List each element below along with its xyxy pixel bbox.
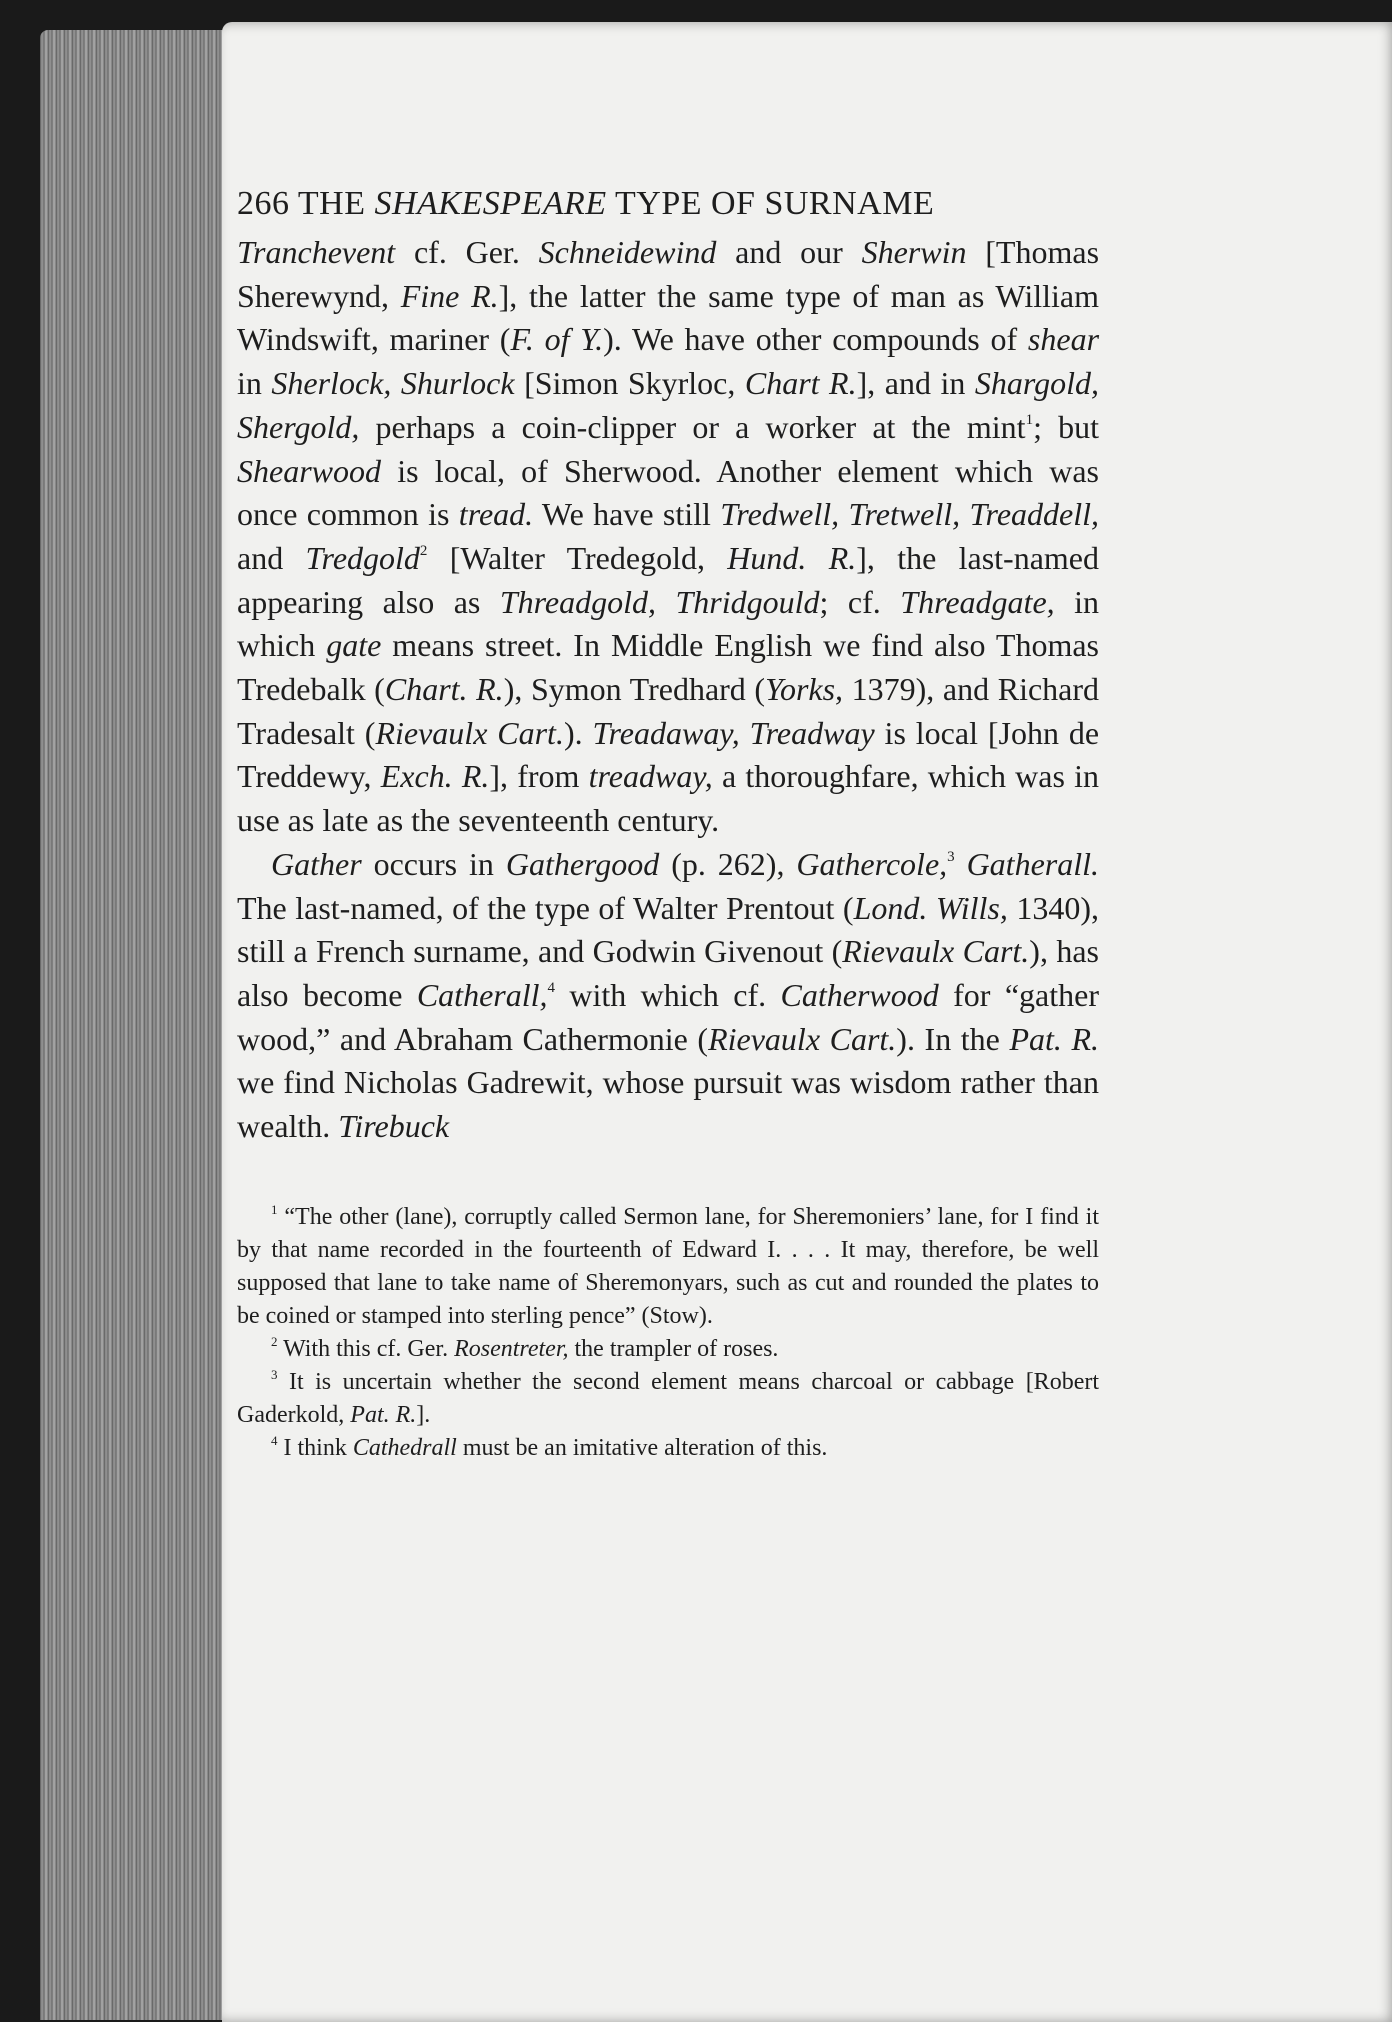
text-span: Yorks,	[765, 671, 844, 708]
text-span: ; cf.	[819, 583, 901, 620]
page-content	[237, 185, 1099, 1465]
text-span: Tranchevent	[237, 234, 396, 270]
footnote-1	[237, 1201, 1099, 1333]
text-span: gate	[326, 627, 382, 664]
footnote-number: 2	[271, 1333, 278, 1349]
text-span: ], the last-named appearing also as	[237, 539, 1100, 620]
footnote-2	[237, 1333, 1099, 1366]
footnotes	[237, 1201, 1099, 1465]
footnote-text: With this cf. Ger.	[277, 1335, 455, 1362]
text-span: cf. Ger.	[395, 234, 539, 270]
text-span: Sherwin	[861, 234, 967, 270]
text-span: Shearwood	[237, 452, 381, 489]
text-span	[955, 846, 967, 882]
text-span: 1379), and Richard Tradesalt (	[237, 671, 1100, 751]
text-span: Schneidewind	[538, 234, 717, 270]
text-span: Threadgate,	[900, 583, 1055, 620]
footnote-number: 3	[271, 1366, 278, 1382]
text-span: with which cf.	[555, 976, 781, 1013]
text-span: [Walter Tredegold,	[427, 539, 728, 576]
body-text	[237, 231, 1099, 1149]
footnote-marker: 3	[947, 848, 955, 865]
text-span: occurs in	[361, 845, 506, 882]
text-span: [Simon Skyrloc,	[514, 365, 745, 402]
page-number: 266	[237, 185, 290, 222]
footnote-number: 1	[271, 1201, 278, 1217]
paragraph-2	[237, 843, 1099, 1149]
footnote-text: Pat. R.	[350, 1401, 417, 1428]
text-span: The last-named, of the type of Walter Prentout (	[237, 889, 854, 926]
text-span: Catherall,	[416, 976, 548, 1013]
text-span: in which	[237, 583, 1100, 664]
running-header	[237, 185, 1099, 223]
footnote-text: “The other (lane), corruptly called Sermon lane, for Sheremoniers’ lane, for I find it by that name recorded in the fourteenth of Edward I. . . . It may, therefore, be well supposed that lane to take name of Sheremonyars, such as cut and rounded the plates to be coined or stamped into sterling pence” (Stow).	[237, 1203, 1099, 1329]
text-span: [Thomas Sherewynd,	[237, 234, 1100, 314]
text-span: shear	[1027, 321, 1100, 358]
header-title-post: TYPE OF SURNAME	[615, 185, 935, 222]
text-span: Rievaulx Cart.	[842, 933, 1030, 970]
text-span: means street. In Middle English we find also Thomas Tredebalk (	[237, 627, 1100, 708]
text-span: Gather	[271, 845, 362, 882]
text-span: Tirebuck	[338, 1108, 450, 1145]
footnote-text: I think	[277, 1434, 353, 1461]
text-span: Chart R.	[744, 365, 857, 402]
text-span: and	[237, 539, 306, 576]
footnote-4	[237, 1432, 1099, 1465]
footnote-marker: 4	[547, 979, 555, 996]
text-span: Hund. R.	[727, 539, 857, 576]
text-span: ), Symon Tredhard (	[503, 671, 766, 708]
footnote-text: Cathedrall	[352, 1434, 457, 1461]
text-span: Rievaulx Cart.	[708, 1020, 897, 1057]
text-span: Lond. Wills,	[853, 889, 1008, 926]
text-span: Rievaulx Cart.	[375, 714, 564, 751]
text-span: Chart. R.	[384, 671, 504, 708]
footnote-text: the trampler of roses.	[568, 1335, 779, 1362]
text-span: ), has also become	[237, 933, 1099, 1013]
footnote-text: It is uncertain whether the second element means charcoal or cabbage [Robert Gaderkold,	[237, 1368, 1099, 1428]
text-span: ). In the	[896, 1020, 1010, 1057]
text-span: Gathercole,	[796, 845, 948, 882]
text-span: a thoroughfare, which was in use as late as the seventeenth century.	[237, 758, 1100, 839]
text-span: Tredgold	[305, 539, 420, 576]
paragraph-1	[237, 231, 1099, 843]
text-span: Catherwood	[780, 976, 939, 1013]
text-span: and our	[716, 234, 862, 270]
text-span: perhaps a coin-clipper or a worker at the mint	[359, 408, 1026, 445]
text-span: ], the latter the same type of man as William Windswift, mariner (	[237, 277, 1100, 358]
text-span: 1340), still a French surname, and Godwin Givenout (	[237, 889, 1100, 970]
text-span: ).	[563, 714, 593, 751]
footnote-marker: 2	[419, 542, 428, 559]
text-span: Threadgold, Thridgould	[499, 583, 820, 620]
header-title-italic: SHAKESPEARE	[374, 185, 607, 222]
footnote-text: Rosentreter,	[454, 1335, 569, 1362]
text-span: ], from	[489, 758, 589, 795]
text-span: ], and in	[856, 365, 975, 402]
text-span: Gathergood	[505, 845, 660, 882]
text-span: Gatherall.	[966, 845, 1099, 882]
text-span: Shargold, Shergold,	[237, 365, 1100, 445]
text-span: Sherlock, Shurlock	[271, 365, 515, 402]
text-span: Treadaway, Treadway	[592, 714, 875, 751]
text-span: F. of Y.	[510, 321, 604, 358]
text-span: Tredwell, Tretwell, Treaddell,	[720, 496, 1100, 533]
text-span: tread.	[458, 496, 534, 533]
text-span: (p. 262),	[659, 845, 797, 882]
text-span: Fine R.	[400, 277, 499, 314]
text-span: in	[237, 365, 272, 402]
text-span: Pat. R.	[1009, 1020, 1100, 1057]
text-span: for “gather wood,” and Abraham Cathermonie (	[237, 976, 1099, 1057]
footnote-text: ].	[416, 1401, 431, 1428]
text-span: ; but	[1033, 408, 1100, 445]
footnote-3	[237, 1366, 1099, 1432]
text-span: we find Nicholas Gadrewit, whose pursuit was wisdom rather than wealth.	[237, 1064, 1099, 1145]
footnote-text: must be an imitative alteration of this.	[456, 1434, 828, 1461]
text-span: ). We have other compounds of	[603, 321, 1028, 358]
footnote-marker: 1	[1025, 411, 1034, 428]
footnote-number: 4	[271, 1432, 278, 1448]
text-span: Exch. R.	[380, 758, 490, 795]
header-title-pre: THE	[297, 185, 366, 222]
text-span: is local [John de Treddewy,	[237, 714, 1100, 795]
text-span: We have still	[533, 496, 721, 533]
text-span: is local, of Sherwood. Another element which was once common is	[237, 452, 1099, 533]
text-span: treadway,	[588, 758, 713, 795]
book-page-edges	[40, 30, 240, 2020]
